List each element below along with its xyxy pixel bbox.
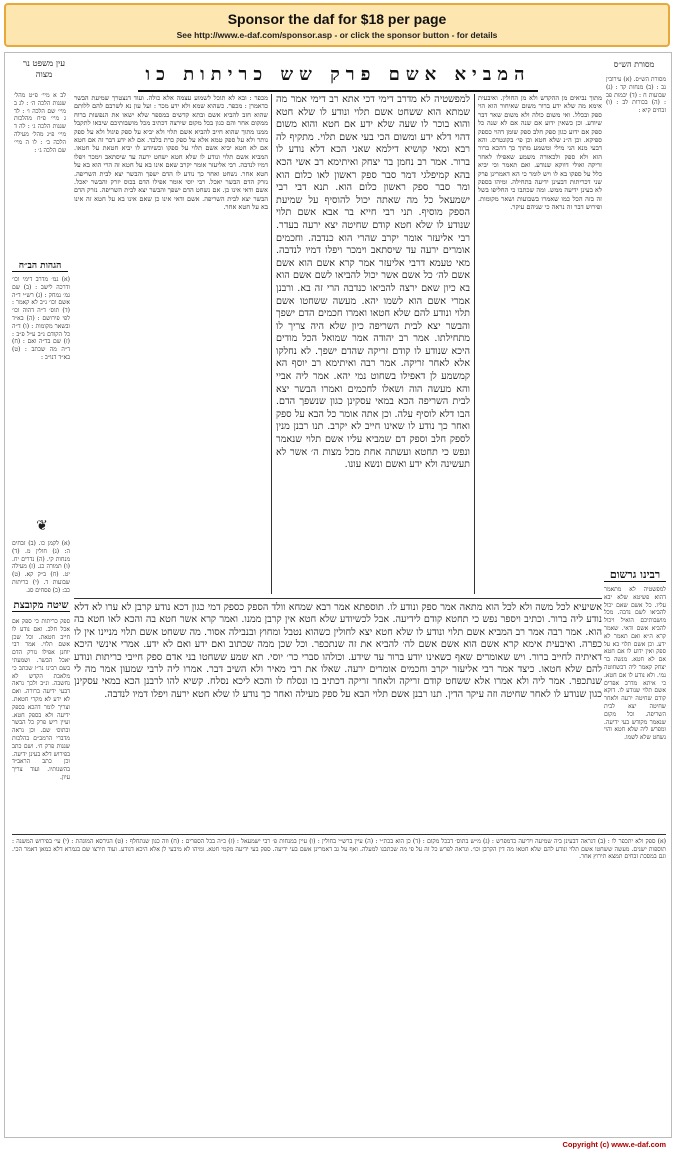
ornament-divider: ❦ [36,518,48,534]
section-rule [74,598,602,599]
sponsor-banner[interactable] [4,3,670,47]
masoret-hashas-column: מסורת הש״ס. (א) עירובין נב : (ב) מנחות קד : (ג) שבועות ח : (ד) יבמות פב : (ה) בכורות לב : (ו) זבחים קיא : [606,76,666,115]
column-rule [271,94,272,594]
footnotes-block: (א) ספק ולא יתכפר לו : (ב) דנראה דבעינן ביה שמיעה וידיעה כדמפרש : (ג) מ״ש בתוס׳ דבכל מקום : (ד) כן הוא בכת״י : (ה) עיין ברש״י בחולין : (ו) עיין במנחות פ׳ רבי ישמעאל : (ז) כ״ה בכל הספרים : (ח) וזה כגון שנתחלף : (ט) הגירסא המוגהת : (י) עי׳ בפירוש המשנה : תוספות ישנים. מעשה ששחטו אשם תלוי ונודע להם שלא חטאו מה דין הקרבן וכו׳. ונראה לפרש כל זה על פי מה שכתבנו למעלה. ואף על גב דאמרינן אשם בעי ידיעה. ספק בעי ידיעה מקמי חטא. ומיהו לא מיבעי לן אלא היכא דנודע. ועוד תירצו שם בגמרא דלא כמאן דאמר הכי. וגם במסכת זבחים תמצא תירוץ אחר. [12,838,666,861]
ein-mishpat-column: לב א מיי׳ פ״ט מהל׳ שגגות הלכה ה׳ : לג ב מיי׳ שם הלכה ו׳ : לד ג מיי׳ פ״ח מהלכות שגגות הלכה ג׳ : לה ד מיי׳ פ״ג מהל׳ מעילה הלכה ב׳ : לו ה מיי׳ שם הלכה ג׳ : [14,92,66,154]
running-head: המביא אשם פרק שש כריתות כו [138,64,538,92]
gemara-column: למפשטיה לא מדרב דימי דכי אתא רב דימי אמר מה שמתא הוא ששחט אשם תלוי ונודע לו שלא חטא והוא בוכר לו שעה שלא ידע אם חטא והוא משום דהוי דלא ידע ומשום הכי בעי אשם תלוי. מתקיף לה רבא ומאי קושיא דילמא שאני הכא דלא נודע לו ברור. אמר רב נחמן בר יצחק ואיתימא רב אשי הכא בהא קמיפלגי דמר סבר ספק ראשון לאו כלום הוא ומר סבר ספק ראשון כלום הוא. תנא דבי רבי ישמעאל כל מה שאתה יכול להוסיף על שמיעת הספק מוסיף. תני רבי חייא בר אבא אשם תלוי שנודע לו שלא חטא קודם שחיטה יצא ירעה בעדר. רבי אליעזר אומר יקרב שהרי הוא כנדבה. וחכמים אומרים ירעה עד שיסתאב וימכר ויפלו דמיו לנדבה. מאי טעמא דרבי אליעזר אמר קרא אשם הוא אשם אשם לה׳ כל אשם אשר יכול להביאו לשם אשם הוא בא כיון שאם ירצה להביאו כנדבה הרי זה בא. ורבנן אמרי אשם הוא לשמו יהא. מעשה ששחטו אשם תלוי ונודע להם שלא חטאו ואמרו חכמים הדם ישפך והבשר יצא לבית השריפה כיון שלא היה צריך לו מתחילתו. אמר רב יהודה אמר שמואל הכל מודים היכא שנודע לו קודם זריקה שהדם ישפך. לא נחלקו אלא לאחר זריקה. אמר רבה ואיתימא רב יוסף הא קמשמע לן דאפילו בשחוט נמי יהא. אמר ליה אביי והא מעשה הוה ושאלו לחכמים ואמרו הבשר יצא לבית השריפה הכא במאי עסקינן כגון שנשפך הדם. הבו דלא לוסיף עלה. וכן אתה אומר כל הבא על ספק ואחר כך נודע לו שאינו חייב לא יקרב. תנו רבנן מנין לספק חלב וספק דם שמביא עליו אשם תלוי שנאמר ונפש כי תחטא ועשתה אחת מכל מצות ה׳ אשר לא תעשינה ולא ידע ואשם ונשא עונו. [276,94,470,471]
footer-rule [12,834,666,835]
rashi-column: מתוך נביאים מן ההקדש ולא מן החולין. ואיבעית אימא מה שלא ידע ברור משום שאיחור הוא הוי ספק ובכלל. ואי משום כולה ולא משום שאר דבר שיודע. וכן כשאין ידוע אם שנה אם לא שנה כל ספק אם ידוע כגון ספק חלב ספק שומן דהוי כספק ספיקא. וכן ה״נ שלא חטא וכן פי׳ בקונטרס. והא דבעי מנא הני מילי ומשמע מתוך כך דהכא ברור הוא ולא ספק ולכאורה משמע שאפילו לאחר זריקה ואולי דווקא שנודע. ואם תאמר וכי יביא כלל על ספקו בא לו ויש לומר כי הא דאמרינן פרק שני דכריתות דבעינן ידיעה בתחילה. ומיהו בספק לא בעינן ידיעה ממש. ומה שכתבו כי החליפו בשל זה בזה הכל כמו שאמרו בשבועות ושאר מקומות. ופירוש דבר זה נראה כי שניהם עיקר. [478,94,602,212]
ein-mishpat-label: עין משפט נר מצוה [22,59,66,80]
rabbeinu-gershom-column: למפשטיה לא מתאמר דהוא פשיטא שלא יבא עליו. כל אשם שאם יכול להביאו לשם נדבה. מכל מושבותיכם הואיל ויכול להביא אשם ודאי. שאמר קרא ה״א ואם תאמר לא ידע. וכן אשם תלוי בא על ספק ואין ידוע לו אם חטא אם לא חטא. מנשה בר יצחק קאמר ליה דבשחוטה נמי. ולא נודע לו אם חטא. כי איתא מדרב אפרים אשם תלוי שנודע לו. דוקא קודם שחיטה ירעה ולאחר שחיטה יצא לבית השריפה. וכל מקום שנאמר מקודש בעי ידיעה. ומפרש ליה שלא חטא והוי נשחט שלא לשמו. [604,586,666,742]
masoret-left-column: (א) לקמן כו. (ב) זבחים ה: (ג) חולין מ. (ד) מנחות קי. (ה) נדרים יח. (ו) תמורה כג. (ז) מעילה יט. (ח) ב״ק קא. (ט) שבועות ד. (י) כריתות כב: (כ) פסחים סג. [12,540,70,594]
rabbeinu-gershom-label: רבינו גרשום [604,568,666,582]
shita-mekubetzet-column: ספק כריתות כי ספק אם אכל חלב. ואם נודע לו חייב חטאת. וכל שכן אשם תלוי. אמר רבי יוחנן אפילו נזרק הדם יאכל הבשר. ושמעתי בשם רבינו נר״ו שכתב כי מלאכת הקדש לא נחשבה. ונ״ב ולכך נראה דבעי ידיעה ברורה. ואם לא ידע לא מקרי חטאת. וצריך לומר דהכא בספק ידיעה ולא בספק חטא. ועיין ריש פרק כל הבשר ובתוס׳ שם. וכן נראה מדברי הרמב״ם בהלכות שגגות פרק ח׳. ושם כתב בפירוש דלא בעינן ידיעה. וכן כתב הראב״ד בהשגותיו. ועוד צריך עיון. [12,618,70,781]
hagahot-column: (א) גמ׳ מדרב דימי וכו׳ ודרכה לישב : (ב) שם גמ׳ נמחק : (ג) רש״י ד״ה אשם וכו׳ נ״ב לא קאמר : (ד) תוס׳ ד״ה דהוה וכו׳ לפי פירושם : (ה) בא״ד ובשאר מקומות : (ו) ד״ה כל הקודם נ״ב ע״ל פ״ב : (ז) שם בד״ה ואם : (ח) ד״ה מה שכתב : (ט) בא״ד דנו״ב : [12,276,70,361]
sponsor-subtitle[interactable]: See http://www.e-daf.com/sponsor.asp - or click the sponsor button - for details [176,30,498,40]
tosafot-column: מכפר : ובא לא תוכל לשמוע עצמה אלא כולה. ועוד דנצטרך שמיעת הבשר כדאמרן : מכפר. כשהוא שמא ולא ידע מכר : ועל עון נא לשרבם להם ללותם שהוא חזב להביא אשם ובתא קדשים במספר שלא ישאו את הנפשות ברוח ממקום אחר והם כגון בכל מקום שירצה דכתיב מכל מושבותיכם שיבאו לתקבל ממנו מתוך שהוא חייב להביא אשם תלוי ולא יביא על ספק פיגול ולא על ספק נותר ולא על ספק טמא אלא על ספק כרת בלבד. אם לא ידע דבר זה אם חטא אם לא חטא יביא אשם תלוי על ספקו וכשיודע לו יביא חטאת על חטאו. המביא אשם תלוי ונודע לו שלא חטא ישחט ירעה עד שיסתאב וימכר ויפלו דמיו לנדבה. רבי אליעזר אומר יקרב שאם אינו בא על חטא זה הרי הוא בא על חטא אחר. נשחט ואחר כך נודע לו הדם ישפך והבשר יצא לבית השריפה. נזרק הדם הבשר יאכל. רבי יוסי אומר אפילו הדם בכוס יזרק והבשר יאכל. אשם ודאי אינו כן. אם נשחט הדם ישפך והבשר יצא לבית השריפה. נזרק הדם הבשר יצא לבית השריפה. אשם ודאי אינו כן שאם אינו בא על חטא זה אינו בא על חטא אחר. [74,94,268,212]
masoret-hashas-label: מסורת הש״ס [613,60,655,69]
column-rule [474,94,475,594]
shita-mekubetzet-label: שיטה מקובצת [13,600,69,611]
sponsor-title[interactable]: Sponsor the daf for $18 per page [227,11,447,27]
gemara-wide-block: אשיעיא לכל משה ולא לכל הוא מתאה אמר ספק ונודע לו. תוספתא אמר רבא שמחא וולד הספק כספק דמי כגון דכא נודע קרבן לא ערו לא דלא נודע ליה ברור. וכתיב ויספר נפש כי תחטא קודם לידיעה. אבל לכשיודע שלא חטא אין קרבן ממנו. ואמר קרא אשר חטא בה והכא לאו חטא בה הוא. אמר רבה אמר רב המביא אשם תלוי ונודע לו שלא חטא יצא לחולין כשהוא נטבל ומחוץ ובנבילה אסור. מה ששחט אשם תלוי מניינו אין לו כפרה. ואיבעית אימא קרא אשם הוא אשם אשם לה׳ להביא את זה שנתכפר. וכל שכן ממה שכתוב ואם ידע ואם לא ידע. אמרי אינשי היכא דאיתיה לחייב ברור. ויש שאומרים שאף כשאינו יודע ברור עד שידע. וכולהו סברי כר׳ יוסי. תא שמע ששחטו בני אדם ספק חייבי כריתות ונודע להם שלא חטאו. כיצד אמר רבי אליעזר יקרב וחכמים אומרים ירעה. שאלו את רבי מאיר ולא השיב דבר. אמרו ליה לרבי שמעון אמר מה לי שנתכפר. אמר ליה ולא אמרו אלא ששחט קודם זריקה ולאחר זריקה דכתיב בו ונסלח לו והכא ליכא נסלח. קשיא להו לרבנן הכא במאי עסקינן כגון שנודע לו לאחר שחיטה וזה עיקר הדין. תנו רבנן אשם תלוי הבא על ספק מעילה ואחר כך נודע לו שלא חטא ירעה ויפלו דמיו לנדבה. [74,602,602,700]
hagahot-label: הגהות הב״ח [12,260,68,272]
copyright-link[interactable]: Copyright (c) www.e-daf.com [562,1140,666,1149]
